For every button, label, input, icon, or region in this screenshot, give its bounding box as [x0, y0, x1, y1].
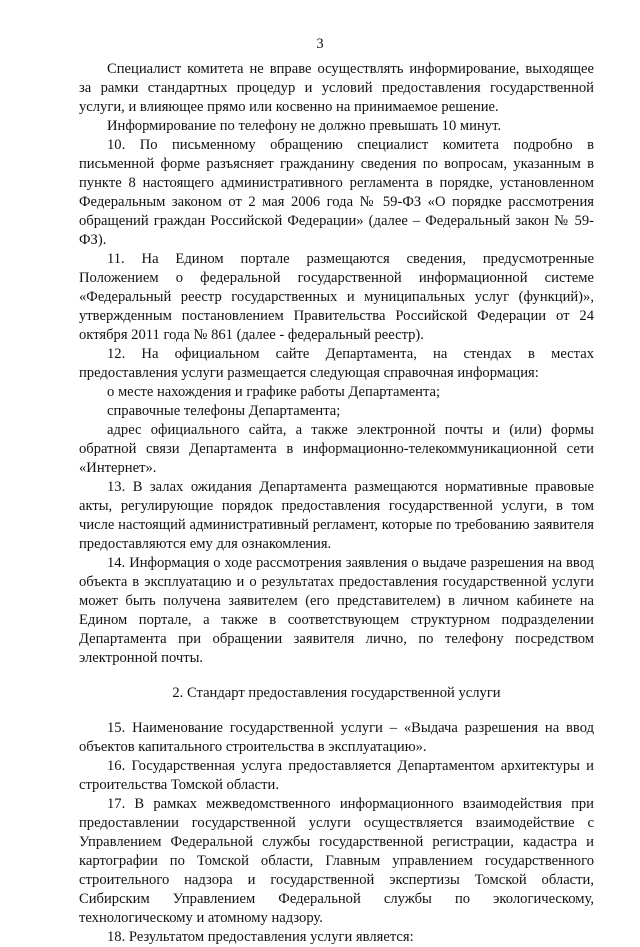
paragraph-10: 10. По письменному обращению специалист комитета подробно в письменной форме разъясняет гражданину сведения по вопросам, указанным в пункте 8 настоящего административного регламента в порядке, установленном Федеральным законом от 2 мая 2006 года № 59-ФЗ «О порядке рассмотрения обращений граждан Российской Федерации» (далее – Федеральный закон № 59-ФЗ).	[79, 137, 594, 248]
paragraph-17: 17. В рамках межведомственного информационного взаимодействия при предоставлении государственной услуги осуществляется взаимодействие с Управлением Федеральной службы государственной регистрации, кадастра и картографии по Томской области, Главным управлением государственного строительного надзора и государственной экспертизы Томской области, Сибирским Управлением Федеральной службы по экологическому, технологическому и атомному надзору.	[79, 796, 594, 926]
paragraph-18: 18. Результатом предоставления услуги является:	[107, 929, 414, 945]
paragraph-13: 13. В залах ожидания Департамента размещаются нормативные правовые акты, регулирующие порядок предоставления государственной услуги, в том числе настоящий административный регламент, которые по требованию заявителя предоставляются ему для ознакомления.	[79, 479, 594, 552]
document-body	[79, 60, 594, 947]
list-item: адрес официального сайта, а также электронной почты и (или) формы обратной связи Департамента в информационно-телекоммуникационной сети «Интернет».	[79, 422, 594, 476]
list-item: справочные телефоны Департамента;	[107, 403, 341, 419]
section-heading: 2. Стандарт предоставления государственной услуги	[172, 685, 501, 701]
paragraph-11: 11. На Едином портале размещаются сведения, предусмотренные Положением о федеральной государственной информационной системе «Федеральный реестр государственных и муниципальных услуг (функций)», утвержденным постановлением Правительства Российской Федерации от 24 октября 2011 года № 861 (далее - федеральный реестр).	[79, 251, 594, 343]
paragraph-16: 16. Государственная услуга предоставляется Департаментом архитектуры и строительства Томской области.	[79, 758, 594, 793]
paragraph-15: 15. Наименование государственной услуги – «Выдача разрешения на ввод объектов капитального строительства в эксплуатацию».	[79, 720, 594, 755]
paragraph: Информирование по телефону не должно превышать 10 минут.	[107, 118, 502, 134]
list-item: о месте нахождения и графике работы Департамента;	[107, 384, 441, 400]
paragraph-14: 14. Информация о ходе рассмотрения заявления о выдаче разрешения на ввод объекта в эксплуатацию и о результатах предоставления государственной услуги может быть получена заявителем (его представителем) в личном кабинете на Едином портале, а также в соответствующем структурном подразделении Департамента при обращении заявителя лично, по телефону посредством электронной почты.	[79, 555, 594, 666]
paragraph-12: 12. На официальном сайте Департамента, на стендах в местах предоставления услуги размещается следующая справочная информация:	[79, 346, 594, 381]
paragraph: Специалист комитета не вправе осуществлять информирование, выходящее за рамки стандартных процедур и условий предоставления государственной услуги, и влияющее прямо или косвенно на принимаемое решение.	[79, 61, 594, 115]
page-number: 3	[316, 36, 324, 52]
